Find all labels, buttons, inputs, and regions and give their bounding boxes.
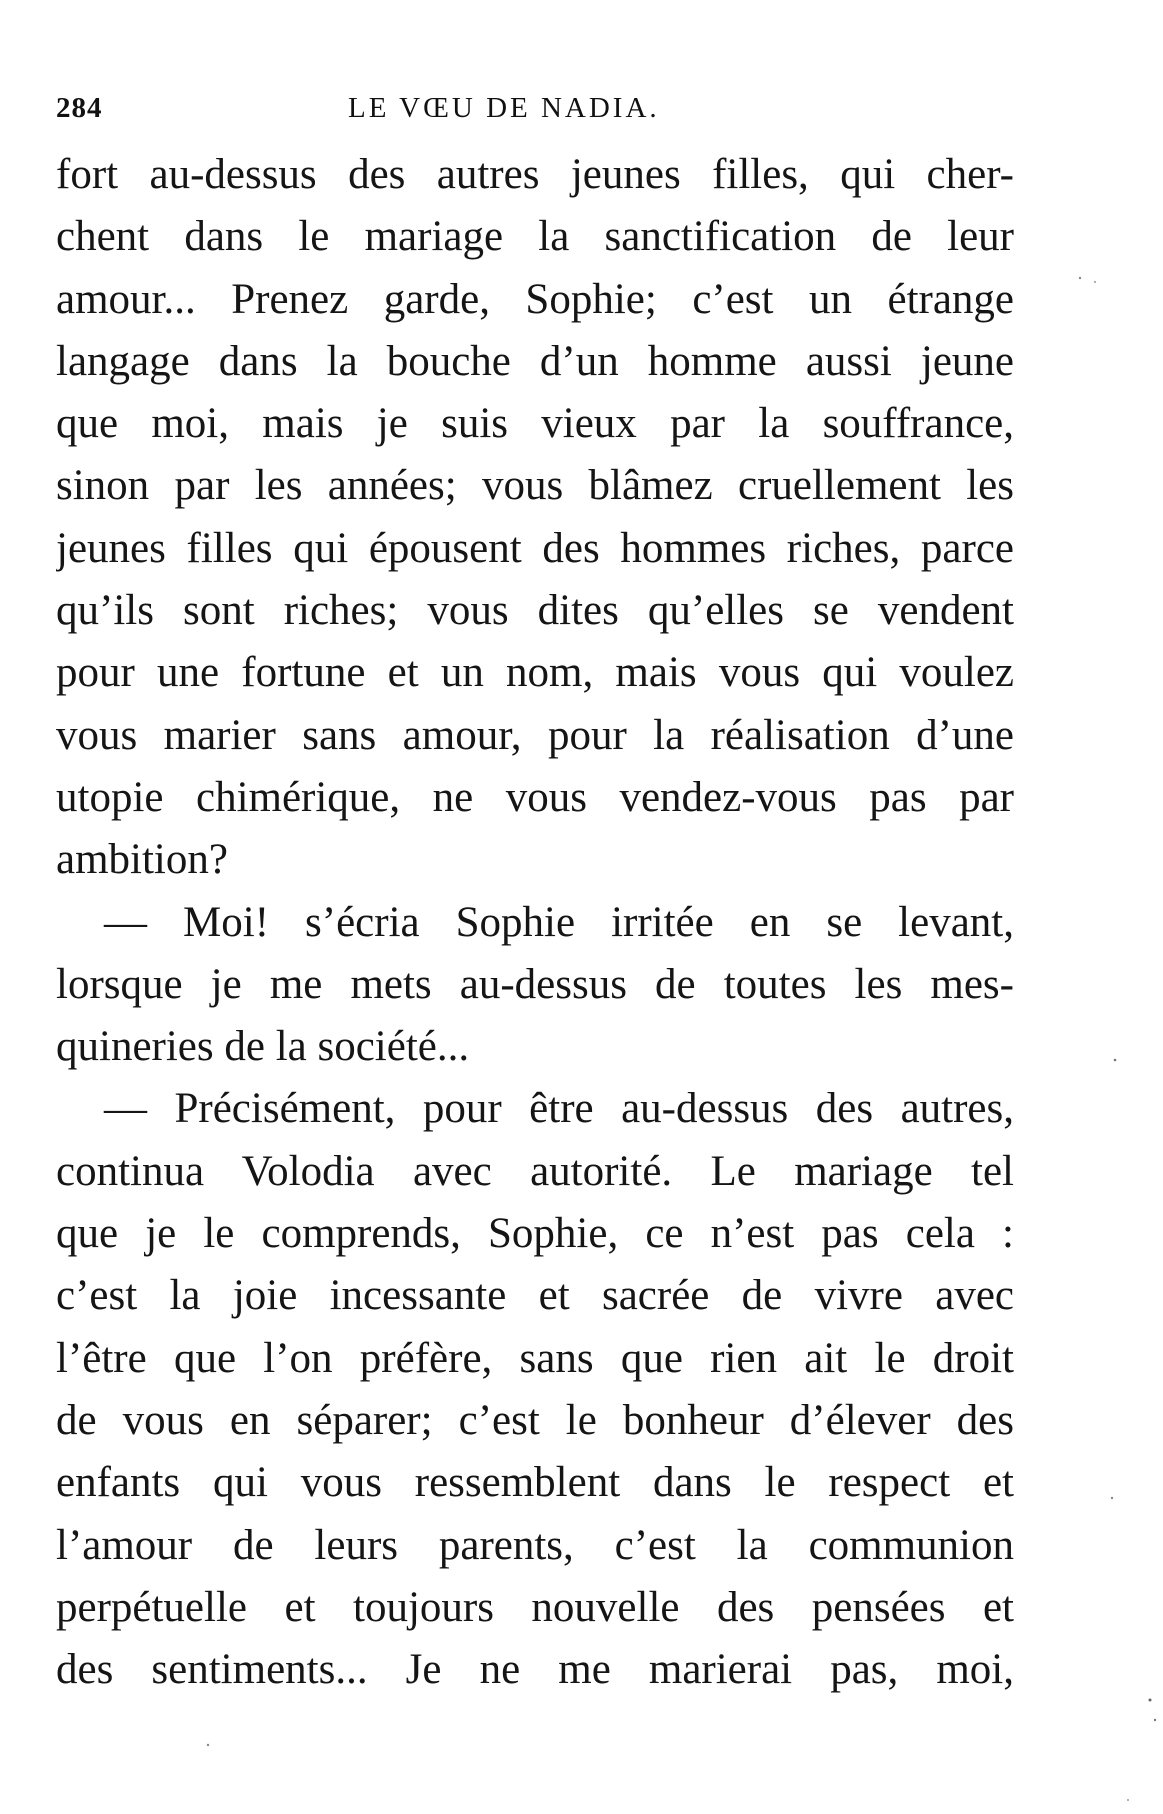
text-line: qu’ils sont riches; vous dites qu’elles se vendent <box>56 587 1014 635</box>
body-text <box>56 144 1014 1701</box>
paper-speck <box>1149 1699 1152 1702</box>
text-line: l’amour de leurs parents, c’est la communion <box>56 1521 1014 1569</box>
text-line: fort au-dessus des autres jeunes filles, qui cher- <box>56 151 1014 198</box>
paragraph-end-line: ambition? <box>56 836 228 884</box>
paragraph-end-line: quineries de la société... <box>56 1023 470 1071</box>
paper-speck <box>1154 1719 1156 1721</box>
text-line: lorsque je me mets au-dessus de toutes les mes- <box>56 960 1014 1008</box>
dialogue-line: — Moi! s’écria Sophie irritée en se levant, <box>104 898 1014 946</box>
running-title: LE VŒU DE NADIA. <box>348 92 660 124</box>
paper-speck <box>1127 1799 1129 1801</box>
running-head <box>56 92 1008 132</box>
paper-speck <box>1094 281 1096 283</box>
text-line: vous marier sans amour, pour la réalisation d’une <box>56 711 1014 759</box>
paper-speck <box>1114 1059 1117 1062</box>
text-line: l’être que l’on préfère, sans que rien ait le droit <box>56 1334 1014 1382</box>
text-line: que moi, mais je suis vieux par la souffrance, <box>56 400 1014 448</box>
text-line: langage dans la bouche d’un homme aussi jeune <box>56 337 1014 385</box>
paper-speck <box>1079 277 1081 279</box>
text-line: enfants qui vous ressemblent dans le respect et <box>56 1459 1014 1507</box>
text-line: amour... Prenez garde, Sophie; c’est un étrange <box>56 275 1014 323</box>
text-line: perpétuelle et toujours nouvelle des pensées et <box>56 1583 1014 1631</box>
text-line: pour une fortune et un nom, mais vous qui voulez <box>56 649 1014 697</box>
paper-speck <box>1111 1497 1113 1499</box>
text-line: sinon par les années; vous blâmez cruellement les <box>56 462 1014 510</box>
text-line: continua Volodia avec autorité. Le mariage tel <box>56 1147 1014 1195</box>
text-line: utopie chimérique, ne vous vendez-vous pas par <box>56 773 1014 821</box>
page-number: 284 <box>56 92 103 124</box>
paper-speck <box>207 1744 209 1746</box>
text-line: des sentiments... Je ne me marierai pas, moi, <box>56 1646 1014 1694</box>
text-line: que je le comprends, Sophie, ce n’est pas cela : <box>56 1210 1014 1258</box>
text-line: jeunes filles qui épousent des hommes riches, parce <box>56 524 1014 572</box>
text-line: de vous en séparer; c’est le bonheur d’élever des <box>56 1396 1014 1444</box>
text-line: c’est la joie incessante et sacrée de vivre avec <box>56 1272 1014 1320</box>
dialogue-line: — Précisément, pour être au-dessus des autres, <box>104 1085 1014 1133</box>
text-line: chent dans le mariage la sanctification de leur <box>56 213 1014 261</box>
